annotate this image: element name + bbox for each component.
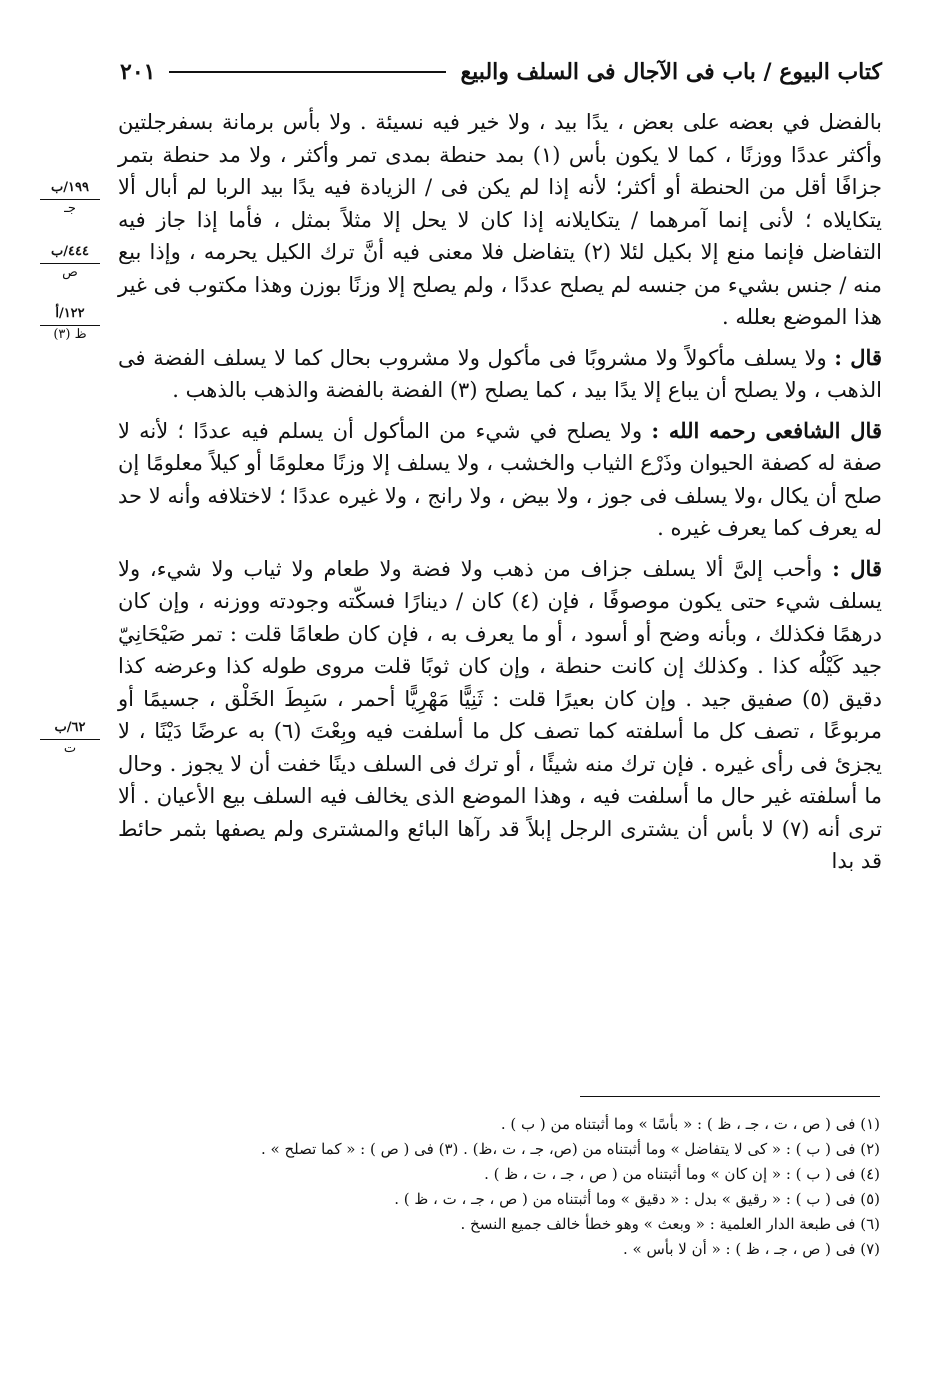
page-header — [120, 52, 882, 92]
margin-note-folio: ٦٢/ب — [40, 720, 100, 740]
paragraph-lead: قال الشافعى رحمه الله : — [651, 417, 882, 443]
page-number: ٢٠١ — [120, 59, 156, 85]
paragraph — [118, 553, 882, 878]
body-text — [118, 106, 882, 886]
margin-note-folio: ٤٤٤/ب — [40, 244, 100, 264]
paragraph — [118, 342, 882, 407]
footnote: (٦) فى طبعة الدار العلمية : « وبعث » وهو خطأ خالف جميع النسخ . — [460, 1215, 880, 1233]
paragraph — [118, 106, 882, 334]
margin-note — [40, 180, 100, 217]
footnote: (٥) فى ( ب ) : « رقيق » بدل : « دقيق » وما أثبتناه من ( ص ، جـ ، ت ، ظ ) . — [394, 1190, 880, 1208]
margin-note — [40, 244, 100, 281]
footnote: (٧) فى ( ص ، جـ ، ظ ) : « أن لا بأس » . — [623, 1240, 880, 1258]
margin-note-folio: ١٩٩/ب — [40, 180, 100, 200]
margin-note-manuscript: جـ — [64, 201, 76, 216]
footnotes — [140, 1112, 880, 1262]
footnote-rule — [580, 1096, 880, 1097]
margin-note-manuscript: ظ (٣) — [53, 327, 87, 342]
margin-note — [40, 306, 100, 343]
margin-note-folio: ١٢٢/أ — [40, 306, 100, 326]
header-rule — [169, 71, 446, 73]
paragraph-text: ولا يسلف مأكولاً ولا مشروبًا فى مأكول ولا مشروب بحال كما لا يسلف الفضة فى الذهب ، ولا يصلح أن يباع إلا يدًا بيد ، كما يصلح (٣) الفضة بالفضة والذهب بالذهب . — [118, 345, 882, 402]
paragraph — [118, 415, 882, 545]
paragraph-lead: قال : — [832, 555, 882, 581]
paragraph-lead: قال : — [834, 344, 882, 370]
paragraph-text: بالفضل في بعضه على بعض ، يدًا بيد ، ولا خير فيه نسيئة . ولا بأس برمانة بسفرجلتين وأكثر عددًا ووزنًا ، كما لا يكون بأس (١) بمد حنطة بمدى تمر وأكثر ، ولا مد حنطة بتمر جزافًا أقل من الحنطة أو أكثر؛ لأنه إذا لم يكن فى / الزيادة فيه يدًا بيد الربا لم أبال ألا يتكايلاه ؛ لأنى إنما آمرهما / يتكايلانه إذا كان لا يحل إلا مثلاً بمثل ، فأما إذا جاز فيه التفاضل فإنما منع إلا بكيل لئلا (٢) يتفاضل فلا معنى فيه أنَّ ترك الكيل يحرمه ، وإذا بيع منه / جنس بشيء من جنسه لم يصلح عددًا ، ولم يصلح إلا وزنًا بوزن وهذا مكتوب فى غير هذا الموضع بعلله . — [118, 110, 882, 329]
paragraph-text: وأحب إلىَّ ألا يسلف جزاف من ذهب ولا فضة ولا طعام ولا ثياب ولا شيء، ولا يسلف شيء حتى يكون موصوفًا ، فإن (٤) كان / دينارًا فسكّته وجودته ووزنه ، وإن كان درهمًا فكذلك ، وبأنه وضح أو أسود ، أو ما يعرف به ، فإن كان طعامًا قلت : تمر صَيْحَانِيّ جيد كَيْلُه كذا . وكذلك إن كانت حنطة ، وإن كان ثوبًا قلت مروى طوله كذا وعرضه كذا دقيق (٥) صفيق جيد . وإن كان بعيرًا قلت : ثَنِيًّا مَهْرِيًّا أحمر ، سَبِطَ الخَلْق ، جسيمًا أو مربوعًا ، تصف كل ما أسلفته كما تصف كل ما أسلفت فيه وبِعْتَ (٦) به عرضًا دَيْنًا ، لا يجزئ فى رأى غيره . فإن ترك منه شيئًا ، أو ترك فى السلف دينًا خفت أن لا يجوز . وحال ما أسلفته غير حال ما أسلفت فيه ، وهذا الموضع الذى يخالف فيه السلف بيع الأعيان . ألا ترى أنه (٧) لا بأس أن يشترى الرجل إبلاً قد رآها البائع والمشترى ولم يصفها بثمر حائط قد بدا — [118, 556, 883, 873]
footnote: (٢) فى ( ب ) : « كى لا يتفاضل » وما أثبتناه من (ص، جـ ، ت ،ظ) . (٣) فى ( ص ) : « كما تصلح » . — [261, 1140, 880, 1158]
margin-note-manuscript: ص — [62, 265, 78, 280]
margin-note — [40, 720, 100, 757]
footnote: (٤) فى ( ب ) : « إن كان » وما أثبتناه من ( ص ، جـ ، ت ، ظ ) . — [484, 1165, 880, 1183]
paragraph-text: ولا يصلح في شيء من المأكول أن يسلم فيه عددًا ؛ لأنه لا صفة له كصفة الحيوان وذَرْع الثياب والخشب ، ولا يسلف إلا وزنًا معلومًا أو كيلاً معلومًا إن صلح أن يكال ،ولا يسلف فى جوز ، ولا بيض ، ولا رانج ، ولا غيره عددًا ؛ لاختلافه وأنه لا حد له يعرف كما يعرف غيره . — [118, 418, 882, 540]
footnote: (١) فى ( ص ، ت ، جـ ، ظ ) : « بأسًا » وما أثبتناه من ( ب ) . — [500, 1115, 880, 1133]
running-title: كتاب البيوع / باب فى الآجال فى السلف والبيع — [460, 59, 882, 85]
margin-note-manuscript: ت — [63, 741, 77, 756]
